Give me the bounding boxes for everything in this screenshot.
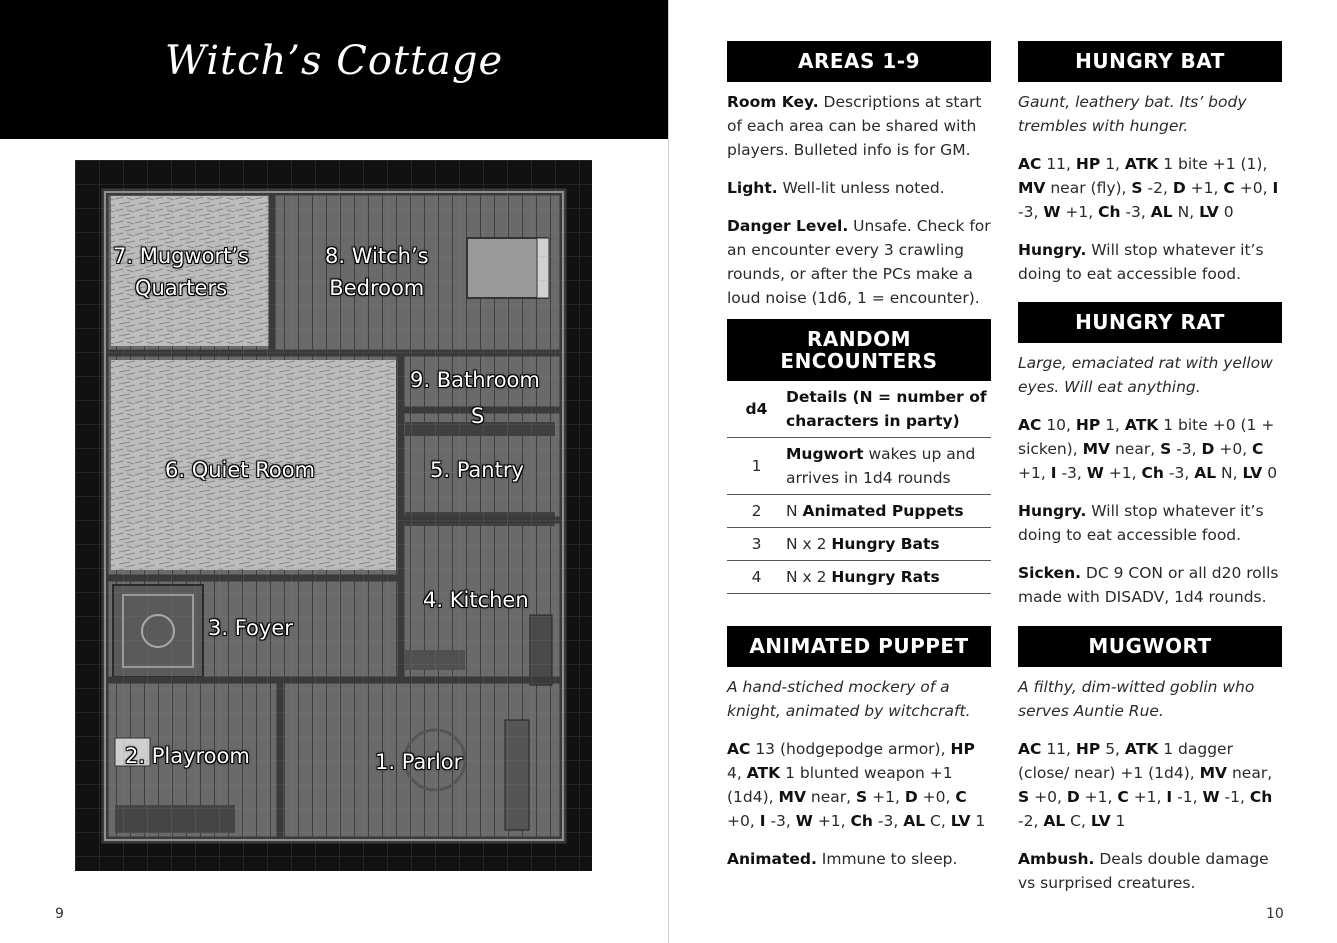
map-label-room6: 6. Quiet Room [165, 458, 316, 482]
trait-label: Hungry. [1018, 241, 1087, 259]
hungry-bat-stats: AC 11, HP 1, ATK 1 bite +1 (1), MV near (fly), S -2, D +1, C +0, I -3, W +1, Ch -3, AL N, LV 0 [1018, 155, 1279, 221]
stat-lv: 0 [1267, 464, 1278, 482]
page-number-right: 10 [1266, 906, 1284, 922]
hungry-rat-description: Large, emaciated rat with yellow eyes. Will eat anything. [1018, 354, 1273, 396]
trait-label: Animated. [727, 850, 817, 868]
animated-puppet-header: ANIMATED PUPPET [727, 626, 991, 667]
stat-hp: 1, [1105, 155, 1120, 173]
page-title: Witch’s Cottage [164, 38, 504, 84]
trait-text: Will stop whatever it’s doing to eat accessible food. [1018, 502, 1264, 544]
stat-mv: near, [1114, 440, 1156, 458]
stat-hp: 5, [1105, 740, 1120, 758]
map-label-room3: 3. Foyer [208, 616, 293, 640]
stat-d: +0, [922, 788, 951, 806]
title-band [0, 0, 668, 139]
map-label-room9: 9. Bathroom [410, 368, 540, 392]
stat-lv: 0 [1223, 203, 1234, 221]
hungry-bat-description: Gaunt, leathery bat. Its’ body trembles with hunger. [1018, 93, 1247, 135]
animated-puppet-section [727, 626, 991, 871]
stat-d: +1, [1084, 788, 1113, 806]
column-details: Details (N = number of characters in party) [786, 381, 991, 438]
stat-s: -2, [1147, 179, 1168, 197]
stat-ac: 13 (hodgepodge armor), [755, 740, 946, 758]
stat-ac: 11, [1046, 740, 1071, 758]
stat-al: C, [1070, 812, 1086, 830]
details-cell [786, 561, 991, 594]
trait-text: DC 9 CON or all d20 rolls made with DISADV, 1d4 rounds. [1018, 564, 1279, 606]
stat-ch: -3, [877, 812, 899, 830]
stat-c: +0, [1239, 179, 1268, 197]
hungry-rat-stats: AC 10, HP 1, ATK 1 bite +0 (1 + sicken), MV near, S -3, D +0, C +1, I -3, W +1, Ch -3, AL N, LV 0 [1018, 416, 1278, 482]
map-label-room7-line1: 7. Mugwort’s [113, 244, 249, 268]
stat-atk: 1 bite +0 (1 + sicken), [1018, 416, 1275, 458]
stat-w: +1, [1065, 203, 1094, 221]
hungry-rat-header: HUNGRY RAT [1018, 302, 1282, 343]
encounter-table-header-row [727, 381, 991, 438]
roll-cell: 4 [727, 561, 786, 594]
trait-text: Will stop whatever it’s doing to eat accessible food. [1018, 241, 1264, 283]
encounter-text: wakes up and arrives in 1d4 rounds [786, 445, 976, 487]
mugwort-trait [1018, 847, 1282, 895]
trait-label: Hungry. [1018, 502, 1087, 520]
page-gutter [668, 0, 669, 943]
map-label-secret-door: S [471, 404, 485, 428]
random-encounters-header [727, 319, 991, 381]
trait-text: Immune to sleep. [816, 850, 958, 868]
stat-al: N, [1177, 203, 1195, 221]
roll-cell: 2 [727, 495, 786, 528]
animated-puppet-stats: AC 13 (hodgepodge armor), HP 4, ATK 1 blunted weapon +1 (1d4), MV near, S +1, D +0, C +0, I -3, W +1, Ch -3, AL C, LV 1 [727, 740, 986, 830]
stat-c: +1, [1018, 464, 1046, 482]
stat-atk: 1 dagger (close/ near) +1 (1d4), [1018, 740, 1233, 782]
stat-d: +0, [1219, 440, 1248, 458]
roll-cell: 3 [727, 528, 786, 561]
stat-ac: 11, [1046, 155, 1071, 173]
stat-al: N, [1221, 464, 1238, 482]
trait-label: Sicken. [1018, 564, 1081, 582]
encounter-count: N [786, 502, 803, 520]
animated-puppet-trait [727, 847, 991, 871]
stat-hp: 1, [1105, 416, 1120, 434]
details-cell [786, 438, 991, 495]
light-label: Light. [727, 179, 778, 197]
stat-c: +0, [727, 812, 755, 830]
stat-w: +1, [817, 812, 846, 830]
stat-s: +1, [872, 788, 900, 806]
table-row [727, 528, 991, 561]
areas-section [727, 41, 991, 310]
stat-al: C, [930, 812, 946, 830]
room-key-paragraph [727, 90, 991, 162]
light-paragraph [727, 176, 991, 200]
stat-ac: 10, [1046, 416, 1071, 434]
room-key-label: Room Key. [727, 93, 819, 111]
map-label-room8 [325, 240, 429, 304]
mugwort-header: MUGWORT [1018, 626, 1282, 667]
room-key-text: Descriptions at start of each area can be shared with players. Bulleted info is for GM. [727, 93, 982, 159]
details-cell [786, 495, 991, 528]
danger-label: Danger Level. [727, 217, 849, 235]
light-text: Well-lit unless noted. [777, 179, 945, 197]
stat-hp: 4, [727, 764, 742, 782]
table-row [727, 561, 991, 594]
mugwort-section [1018, 626, 1282, 895]
stat-s: -3, [1176, 440, 1197, 458]
encounter-name: Animated Puppets [802, 502, 964, 520]
stat-lv: 1 [1115, 812, 1126, 830]
random-encounters-header-line1: RANDOM [806, 327, 912, 351]
column-die: d4 [727, 381, 786, 438]
map-label-room2: 2. Playroom [125, 744, 250, 768]
hungry-rat-trait-hungry [1018, 499, 1282, 547]
stat-atk: 1 blunted weapon +1 (1d4), [727, 764, 953, 806]
stat-ch: -3, [1168, 464, 1190, 482]
mugwort-description: A filthy, dim-witted goblin who serves Auntie Rue. [1018, 678, 1255, 720]
random-encounters-section [727, 319, 991, 594]
table-row [727, 438, 991, 495]
map-label-room7-line2: Quarters [134, 276, 228, 300]
stat-lv: 1 [975, 812, 986, 830]
map-label-room7 [113, 240, 249, 304]
animated-puppet-description: A hand-stiched mockery of a knight, animated by witchcraft. [727, 678, 971, 720]
hungry-bat-section [1018, 41, 1282, 286]
encounter-table [727, 381, 991, 594]
random-encounters-header-line2: ENCOUNTERS [780, 349, 938, 373]
stat-mv: near (fly), [1050, 179, 1127, 197]
stat-atk: 1 bite +1 (1), [1163, 155, 1268, 173]
stat-ch: -3, [1125, 203, 1146, 221]
details-cell [786, 528, 991, 561]
stat-d: +1, [1190, 179, 1219, 197]
left-page [0, 0, 668, 943]
map-label-room1: 1. Parlor [375, 750, 463, 774]
trait-label: Ambush. [1018, 850, 1095, 868]
encounter-name: Hungry Rats [831, 568, 940, 586]
danger-paragraph [727, 214, 991, 310]
stat-i: -3, [1018, 203, 1039, 221]
mugwort-stats: AC 11, HP 5, ATK 1 dagger (close/ near) +1 (1d4), MV near, S +0, D +1, C +1, I -1, W -1, Ch -2, AL C, LV 1 [1018, 740, 1273, 830]
map-label-room8-line2: Bedroom [329, 276, 425, 300]
encounter-count: N x 2 [786, 568, 832, 586]
map-label-room4: 4. Kitchen [423, 588, 529, 612]
hungry-bat-trait [1018, 238, 1282, 286]
stat-i: -1, [1177, 788, 1198, 806]
map-label-room8-line1: 8. Witch’s [325, 244, 429, 268]
hungry-bat-header: HUNGRY BAT [1018, 41, 1282, 82]
stat-s: +0, [1034, 788, 1062, 806]
trait-text: Deals double damage vs surprised creatures. [1018, 850, 1269, 892]
encounter-count: N x 2 [786, 535, 832, 553]
stat-w: +1, [1108, 464, 1137, 482]
stat-i: -3, [1061, 464, 1082, 482]
encounter-name: Mugwort [786, 445, 864, 463]
hungry-rat-section [1018, 302, 1282, 609]
stat-mv: near, [810, 788, 852, 806]
stat-i: -3, [770, 812, 791, 830]
stat-mv: near, [1231, 764, 1273, 782]
map-label-room5: 5. Pantry [430, 458, 524, 482]
encounter-name: Hungry Bats [831, 535, 940, 553]
roll-cell: 1 [727, 438, 786, 495]
page-number-left: 9 [55, 906, 64, 922]
stat-c: +1, [1133, 788, 1162, 806]
areas-header: AREAS 1-9 [727, 41, 991, 82]
stat-w: -1, [1224, 788, 1245, 806]
cottage-map [75, 160, 592, 871]
table-row [727, 495, 991, 528]
stat-ch: -2, [1018, 812, 1039, 830]
danger-text: Unsafe. Check for an encounter every 3 crawling rounds, or after the PCs make a loud noise (1d6, 1 = encounter). [727, 217, 991, 307]
hungry-rat-trait-sicken [1018, 561, 1282, 609]
